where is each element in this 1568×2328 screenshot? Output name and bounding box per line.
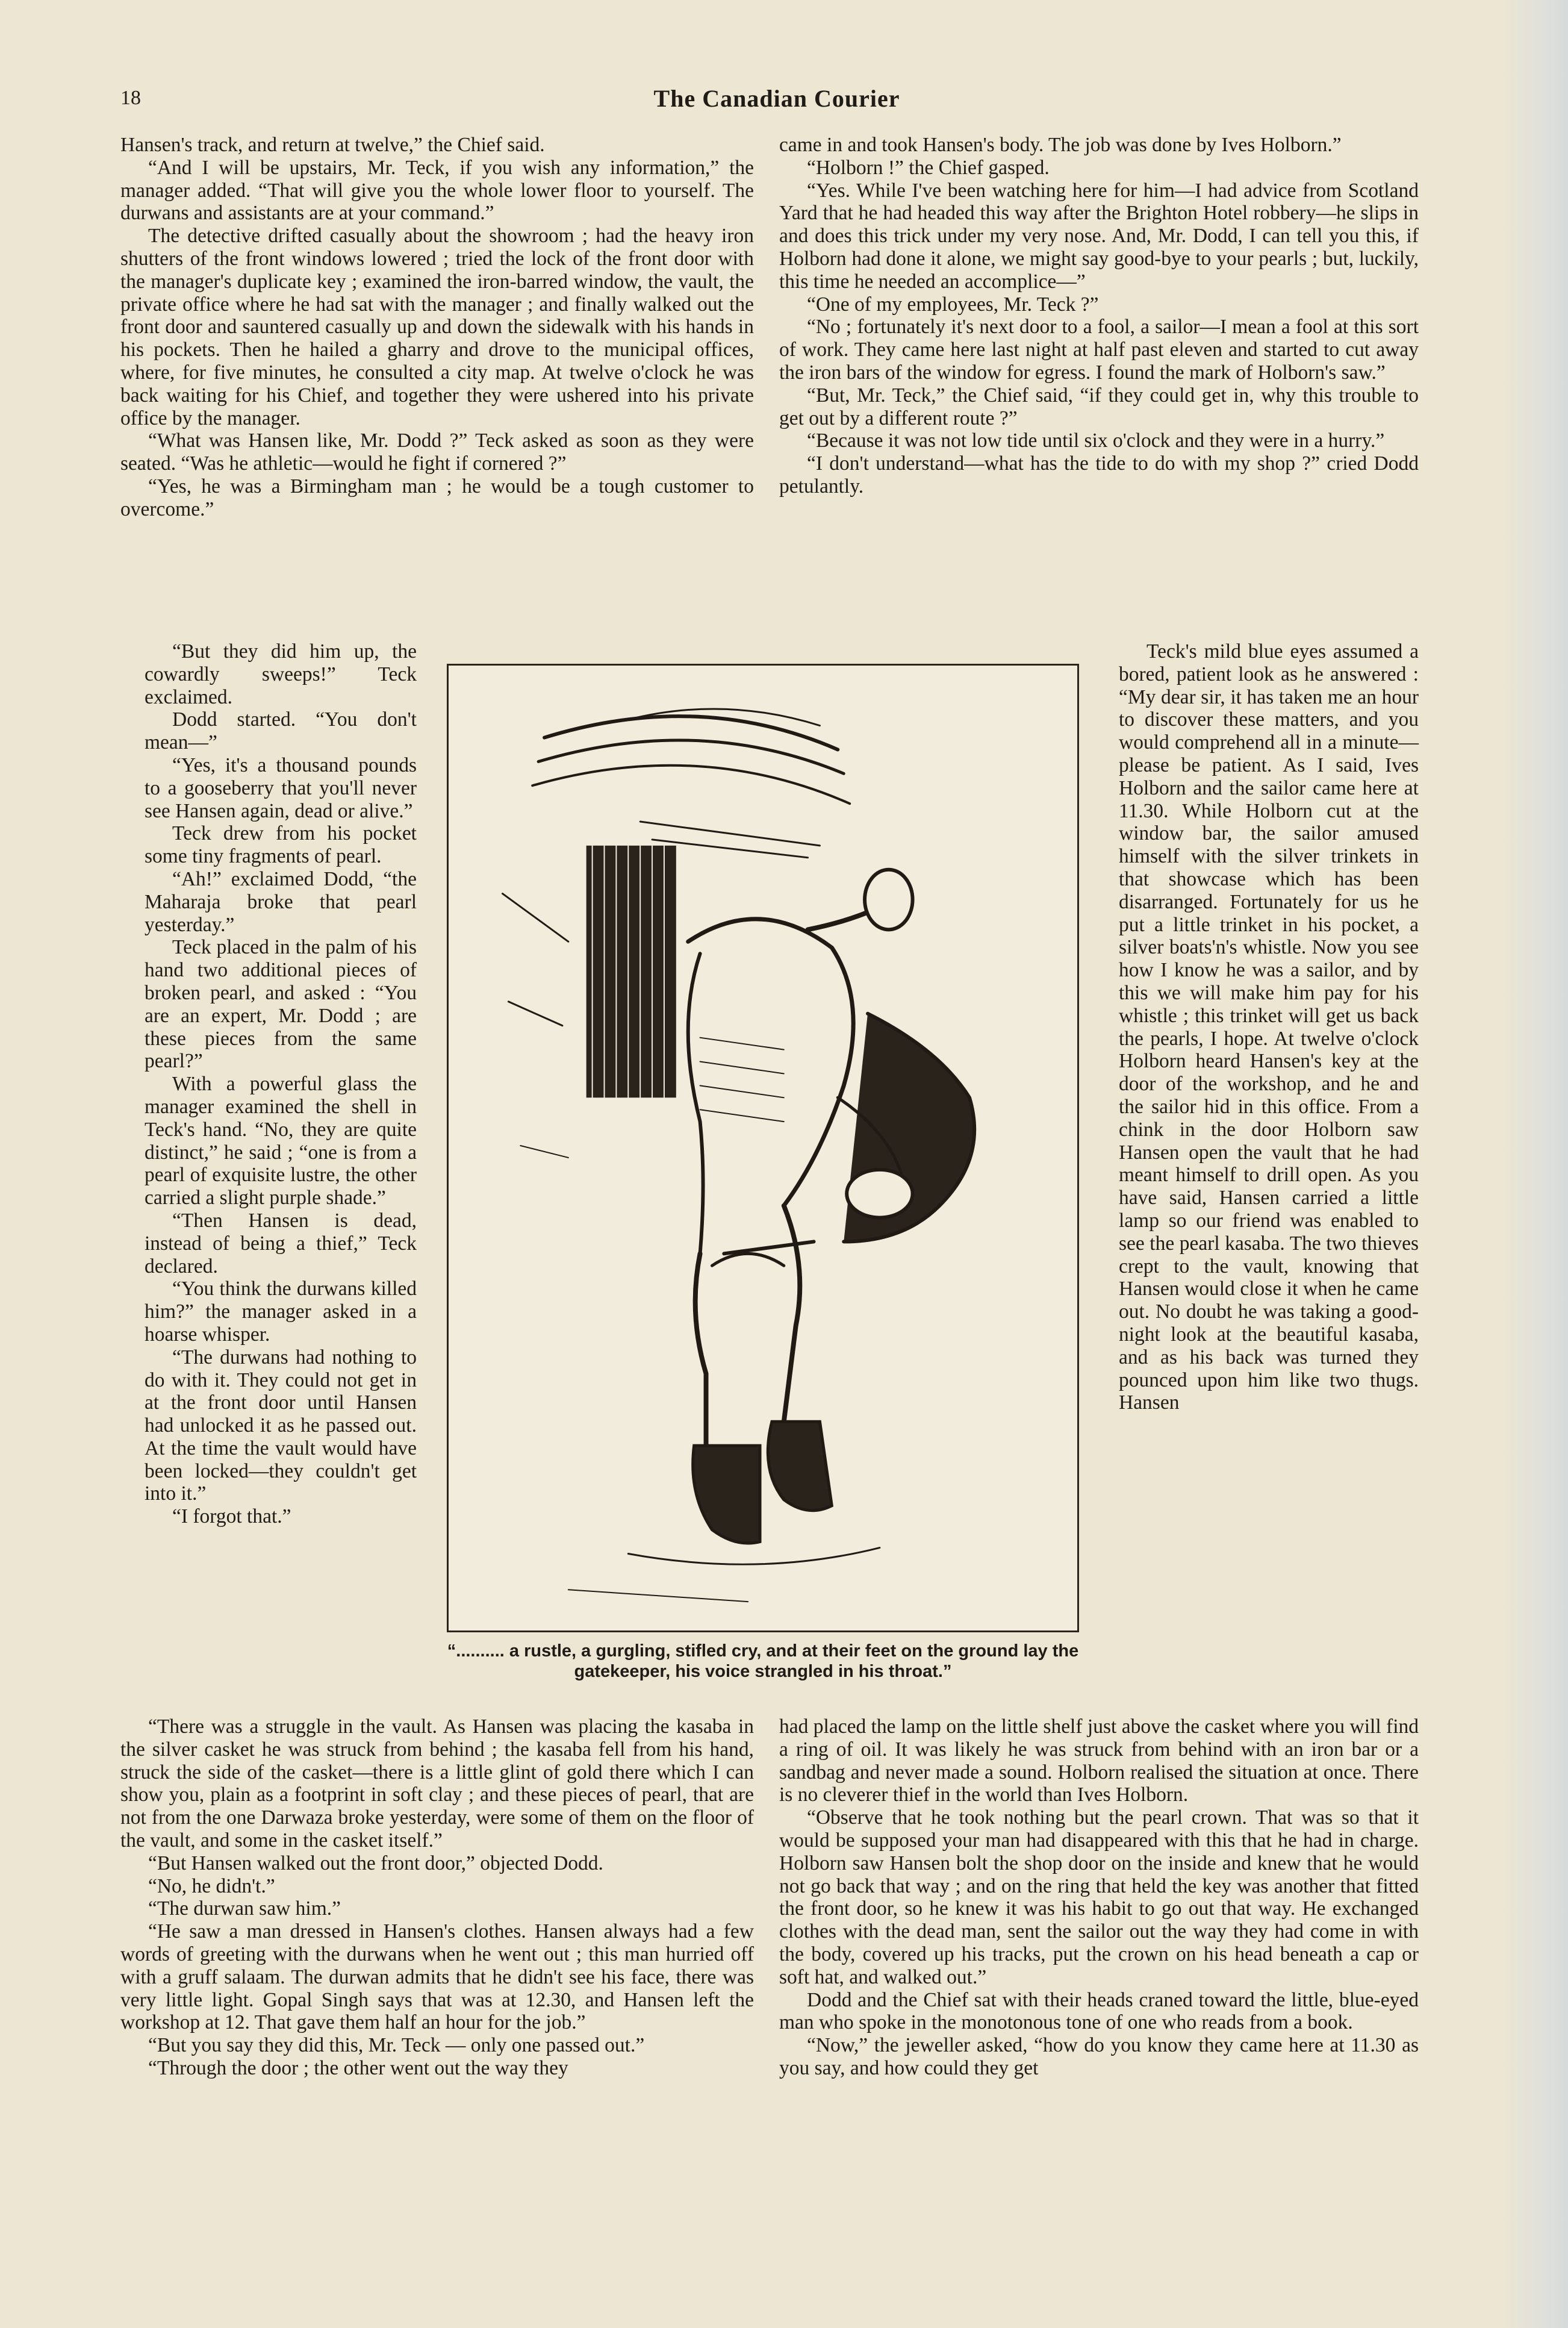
paragraph: Teck's mild blue eyes assumed a bored, patient look as he answered : “My dear sir, it has taken me an hour to discover these matters, and you would comprehend all in a minute—please be patient. As I said, Ives Holborn and the sailor came here at 11.30. While Holborn cut at the window bar, the sailor amused himself with the silver trinkets in that showcase which has been disarranged. Fortunately for us he put a little trinket in his pocket, a silver boats'n's whistle. Now you see how I know he was a sailor, and by this we will make him pay for his whistle ; this trinket will get us back the pearls, I hope. At twelve o'clock Holborn heard Hansen's key at the door of the workshop, and he and the sailor hid in this office. From a chink in the door Holborn saw Hansen open the vault that he had meant himself to drill open. As you have said, Hansen carried a little lamp so our friend was enabled to see the pearl kasaba. The two thieves crept to the vault, knowing that Hansen would close it when he came out. No doubt he was taking a good-night look at the beautiful kasaba, and as his back was turned they pounced upon him like two thugs. Hansen <box>1119 640 1419 1414</box>
paragraph: “One of my employees, Mr. Teck ?” <box>807 293 1099 316</box>
paragraph: “I forgot that.” <box>172 1505 291 1528</box>
paragraph: “There was a struggle in the vault. As Hansen was placing the kasaba in the silver casket he was struck from behind ; the kasaba fell from his hand, struck the side of the casket—there is a little glint of gold there which I can show you, plain as a footprint in soft clay ; and these pieces of pearl, that are not from the one Darwaza broke yesterday, were some of them on the floor of the vault, and some in the casket itself.” <box>120 1715 754 1852</box>
paragraph: Dodd and the Chief sat with their heads craned toward the little, blue-eyed man who spoke in the monotonous tone of one who reads from a book. <box>779 1988 1419 2034</box>
paragraph: “But they did him up, the cowardly sweeps!” Teck exclaimed. <box>145 640 417 708</box>
paragraph: “But, Mr. Teck,” the Chief said, “if they could get in, why this trouble to get out by a different route ?” <box>779 384 1419 429</box>
paragraph: “The durwan saw him.” <box>148 1897 341 1920</box>
page-header <box>120 84 1433 120</box>
paragraph: “He saw a man dressed in Hansen's clothes. Hansen always had a few words of greeting with the durwans when he went out ; this man hurried off with a gruff salaam. The durwan admits that he didn't see his face, there was very little light. Gopal Singh says that was at 12.30, and Hansen left the workshop at 12. That gave them half an hour for the job.” <box>120 1920 754 2034</box>
paragraph: Teck drew from his pocket some tiny fragments of pearl. <box>145 822 417 868</box>
paragraph: Dodd started. “You don't mean—” <box>145 708 417 754</box>
paragraph: “Holborn !” the Chief gasped. <box>807 156 1050 179</box>
paragraph: “Yes, it's a thousand pounds to a gooseberry that you'll never see Hansen again, dead or alive.” <box>145 754 417 822</box>
paragraph: came in and took Hansen's body. The job was done by Ives Holborn.” <box>779 134 1342 156</box>
paragraph: “What was Hansen like, Mr. Dodd ?” Teck asked as soon as they were seated. “Was he athletic—would he fight if cornered ?” <box>120 429 754 475</box>
struggle-illustration-drawing <box>449 666 1077 1631</box>
paragraph: “But you say they did this, Mr. Teck — only one passed out.” <box>148 2034 645 2057</box>
publication-title: The Canadian Courier <box>653 85 900 112</box>
column-right-top <box>779 134 1419 498</box>
column-left-narrow <box>145 640 417 1528</box>
paragraph: “No, he didn't.” <box>148 1874 275 1897</box>
paragraph: “And I will be upstairs, Mr. Teck, if you wish any information,” the manager added. “That will give you the whole lower floor to yourself. The durwans and assistants are at your command.” <box>120 156 754 225</box>
column-right-bottom <box>779 1715 1419 2080</box>
paragraph: “Yes, he was a Birmingham man ; he would be a tough customer to overcome.” <box>120 475 754 520</box>
paragraph: “Now,” the jeweller asked, “how do you know they came here at 11.30 as you say, and how could they get <box>779 2034 1419 2079</box>
paragraph: “You think the durwans killed him?” the manager asked in a hoarse whisper. <box>145 1278 417 1346</box>
paragraph: With a powerful glass the manager examined the shell in Teck's hand. “No, they are quite distinct,” he said ; “one is from a pearl of exquisite lustre, the other carried a slight purple shade.” <box>145 1073 417 1209</box>
illustration-caption: “.......... a rustle, a gurgling, stifled cry, and at their feet on the ground lay the gatekeeper, his voice strangled in his throat.” <box>447 1641 1079 1681</box>
column-left-top <box>120 134 754 521</box>
paragraph: had placed the lamp on the little shelf just above the casket where you will find a ring of oil. It was likely he was struck from behind with an iron bar or a sandbag and never made a sound. Holborn realised the situation at once. There is no cleverer thief in the world than Ives Holborn. <box>779 1715 1419 1806</box>
paragraph: “Yes. While I've been watching here for him—I had advice from Scotland Yard that he had headed this way after the Brighton Hotel robbery—he slips in and does this trick under my very nose. And, Mr. Dodd, I can tell you this, if Holborn had done it alone, we might say good-bye to your pearls ; but, luckily, this time he needed an accomplice—” <box>779 179 1419 293</box>
paragraph: Hansen's track, and return at twelve,” the Chief said. <box>120 134 545 156</box>
paragraph: “Because it was not low tide until six o'clock and they were in a hurry.” <box>807 429 1385 452</box>
paragraph: “Through the door ; the other went out the way they <box>148 2056 568 2079</box>
paragraph: “Observe that he took nothing but the pearl crown. That was so that it would be supposed your man had disappeared with this that he had in charge. Holborn saw Hansen bolt the shop door on the inside and knew that he would not go back that way ; and on the ring that held the key was another that fitted the front door, so he knew it was his habit to go out that way. He exchanged clothes with the dead man, sent the sailor out the way they had come in with the body, covered up his tracks, put the crown on his head beneath a cap or soft hat, and walked out.” <box>779 1806 1419 1988</box>
column-right-narrow <box>1119 640 1419 1414</box>
paragraph: “But Hansen walked out the front door,” objected Dodd. <box>148 1852 603 1874</box>
page-edge-shadow <box>1502 0 1568 2328</box>
paragraph: “No ; fortunately it's next door to a fool, a sailor—I mean a fool at this sort of work. They came here last night at half past eleven and started to cut away the iron bars of the window for egress. I found the mark of Holborn's saw.” <box>779 316 1419 384</box>
story-illustration <box>447 664 1079 1632</box>
paragraph: “I don't understand—what has the tide to do with my shop ?” cried Dodd petulantly. <box>779 452 1419 498</box>
paragraph: “Ah!” exclaimed Dodd, “the Maharaja broke that pearl yesterday.” <box>145 867 417 936</box>
paragraph: “Then Hansen is dead, instead of being a thief,” Teck declared. <box>145 1209 417 1278</box>
paragraph: The detective drifted casually about the showroom ; had the heavy iron shutters of the front windows lowered ; tried the lock of the front door with the manager's duplicate key ; examined the iron-barred window, the vault, the private office where he had sat with the manager ; and finally walked out the front door and sauntered casually up and down the sidewalk with his hands in his pockets. Then he hailed a gharry and drove to the municipal offices, where, for five minutes, he consulted a city map. At twelve o'clock he was back waiting for his Chief, and together they were ushered into his private office by the manager. <box>120 225 754 429</box>
paragraph: “The durwans had nothing to do with it. They could not get in at the front door until Hansen had unlocked it as he passed out. At the time the vault would have been locked—they couldn't get into it.” <box>145 1346 417 1505</box>
page-number: 18 <box>120 87 141 109</box>
column-left-bottom <box>120 1715 754 2080</box>
paragraph: Teck placed in the palm of his hand two additional pieces of broken pearl, and asked : “You are an expert, Mr. Dodd ; are these pieces from the same pearl?” <box>145 936 417 1073</box>
